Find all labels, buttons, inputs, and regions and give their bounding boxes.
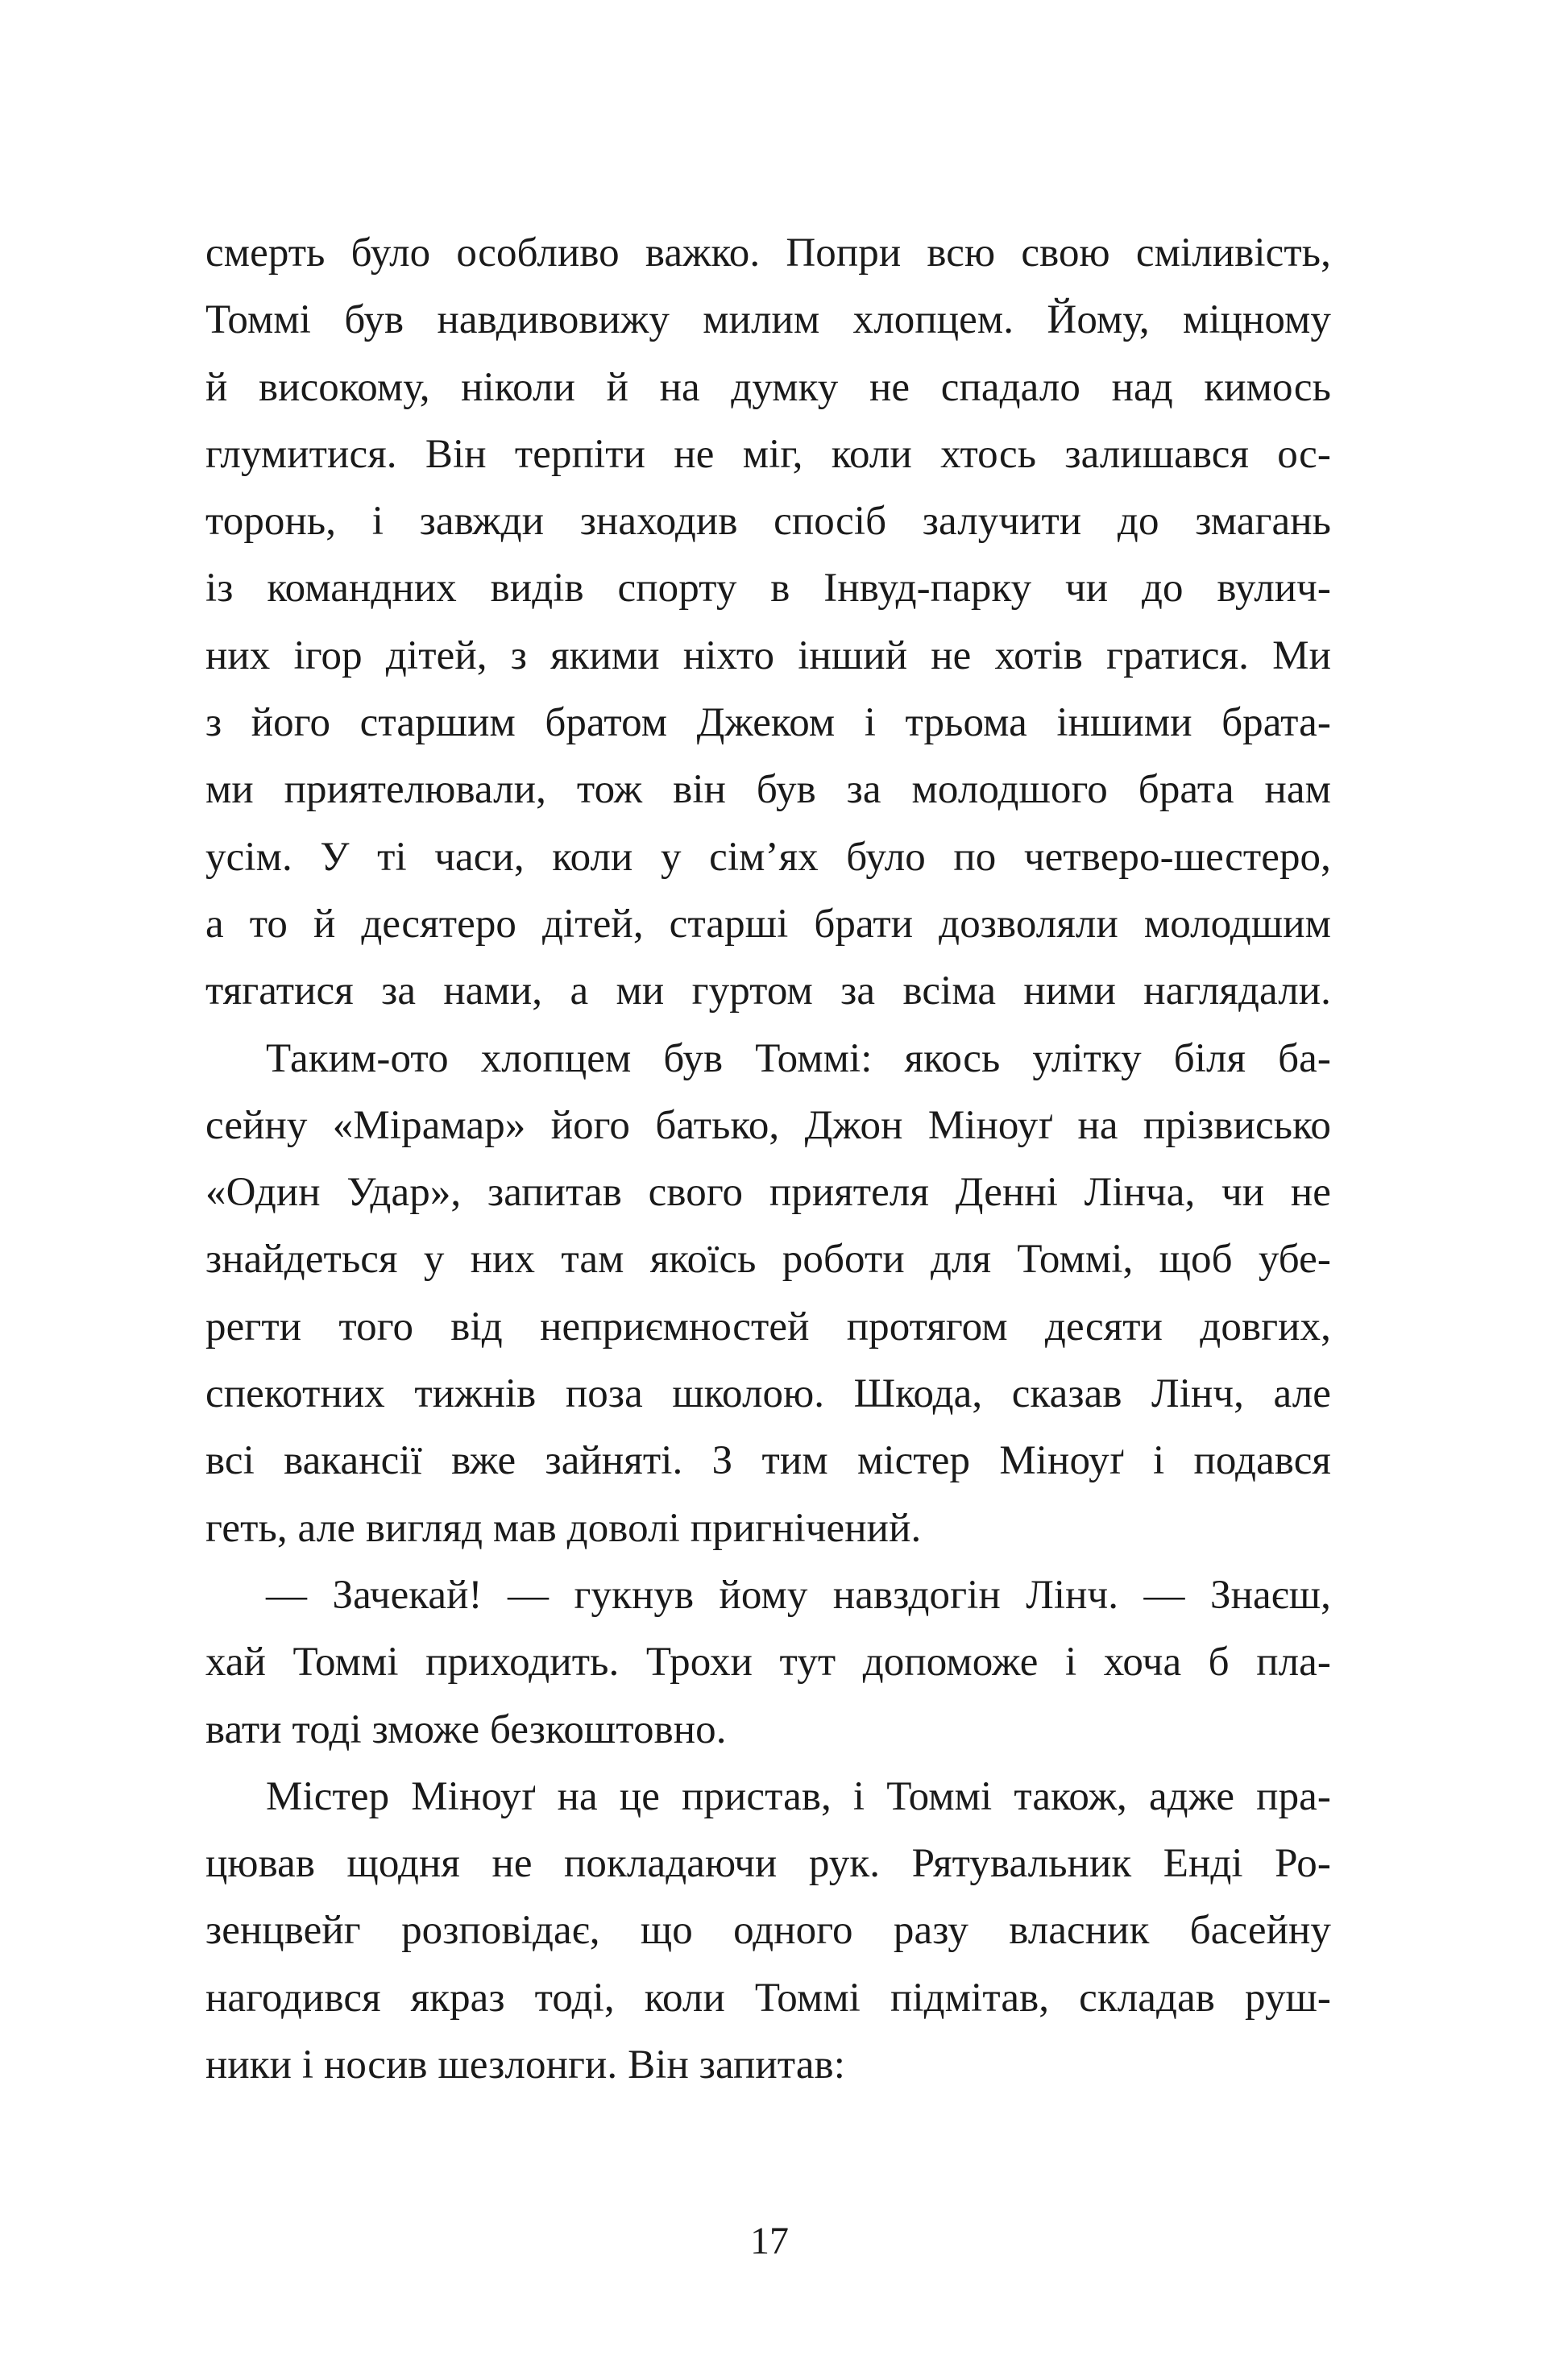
text-line: усім. У ті часи, коли у сім’ях було по четверо-шестеро, bbox=[205, 834, 1331, 880]
text-line: «Один Удар», запитав свого приятеля Денні Лінча, чи не bbox=[205, 1170, 1331, 1216]
text-line: зенцвейг розповідає, що одного разу власник басейну bbox=[205, 1908, 1331, 1954]
text-line: з його старшим братом Джеком і трьома іншими брата- bbox=[205, 700, 1331, 746]
body-text bbox=[205, 220, 1331, 2099]
text-line: всі вакансії вже зайняті. З тим містер Міноуґ і подався bbox=[205, 1438, 1331, 1484]
text-line: ми приятелювали, тож він був за молодшого брата нам bbox=[205, 767, 1331, 813]
text-line: торонь, і завжди знаходив спосіб залучити до змагань bbox=[205, 499, 1331, 545]
text-line: Томмі був навдивовижу милим хлопцем. Йому, міцному bbox=[205, 297, 1331, 343]
text-line: спекотних тижнів поза школою. Шкода, сказав Лінч, але bbox=[205, 1371, 1331, 1417]
text-line-indented: Містер Міноуґ на це пристав, і Томмі також, адже пра- bbox=[266, 1773, 1331, 1819]
text-line: тягатися за нами, а ми гуртом за всіма ними наглядали. bbox=[205, 968, 1331, 1014]
text-line: них ігор дітей, з якими ніхто інший не хотів гратися. Ми bbox=[205, 632, 1331, 678]
text-line: глумитися. Він терпіти не міг, коли хтось залишався ос- bbox=[205, 431, 1331, 477]
text-line-last: ники і носив шезлонги. Він запитав: bbox=[205, 2042, 845, 2088]
text-line: смерть було особливо важко. Попри всю свою сміливість, bbox=[205, 230, 1331, 276]
text-line-indented: Таким-ото хлопцем був Томмі: якось улітку біля ба- bbox=[266, 1035, 1331, 1081]
text-line: регти того від неприємностей протягом десяти довгих, bbox=[205, 1304, 1331, 1350]
text-line: й високому, ніколи й на думку не спадало над кимось bbox=[205, 364, 1331, 410]
text-line-last: вати тоді зможе безкоштовно. bbox=[205, 1706, 727, 1752]
text-line: цював щодня не покладаючи рук. Рятувальник Енді Ро- bbox=[205, 1841, 1331, 1887]
text-line: хай Томмі приходить. Трохи тут допоможе і хоча б пла- bbox=[205, 1640, 1331, 1685]
text-line: а то й десятеро дітей, старші брати дозволяли молодшим bbox=[205, 901, 1331, 947]
text-line: знайдеться у них там якоїсь роботи для Томмі, щоб убе- bbox=[205, 1237, 1331, 1283]
text-line-last: геть, але вигляд мав доволі пригнічений. bbox=[205, 1505, 922, 1551]
text-line: нагодився якраз тоді, коли Томмі підмітав, складав руш- bbox=[205, 1975, 1331, 2021]
text-line-indented: — Зачекай! — гукнув йому навздогін Лінч. — Знаєш, bbox=[266, 1572, 1331, 1618]
text-line: із командних видів спорту в Інвуд-парку чи до вулич- bbox=[205, 566, 1331, 612]
page-number: 17 bbox=[750, 2220, 789, 2262]
text-line: сейну «Мірамар» його батько, Джон Міноуґ на прізвисько bbox=[205, 1102, 1331, 1148]
